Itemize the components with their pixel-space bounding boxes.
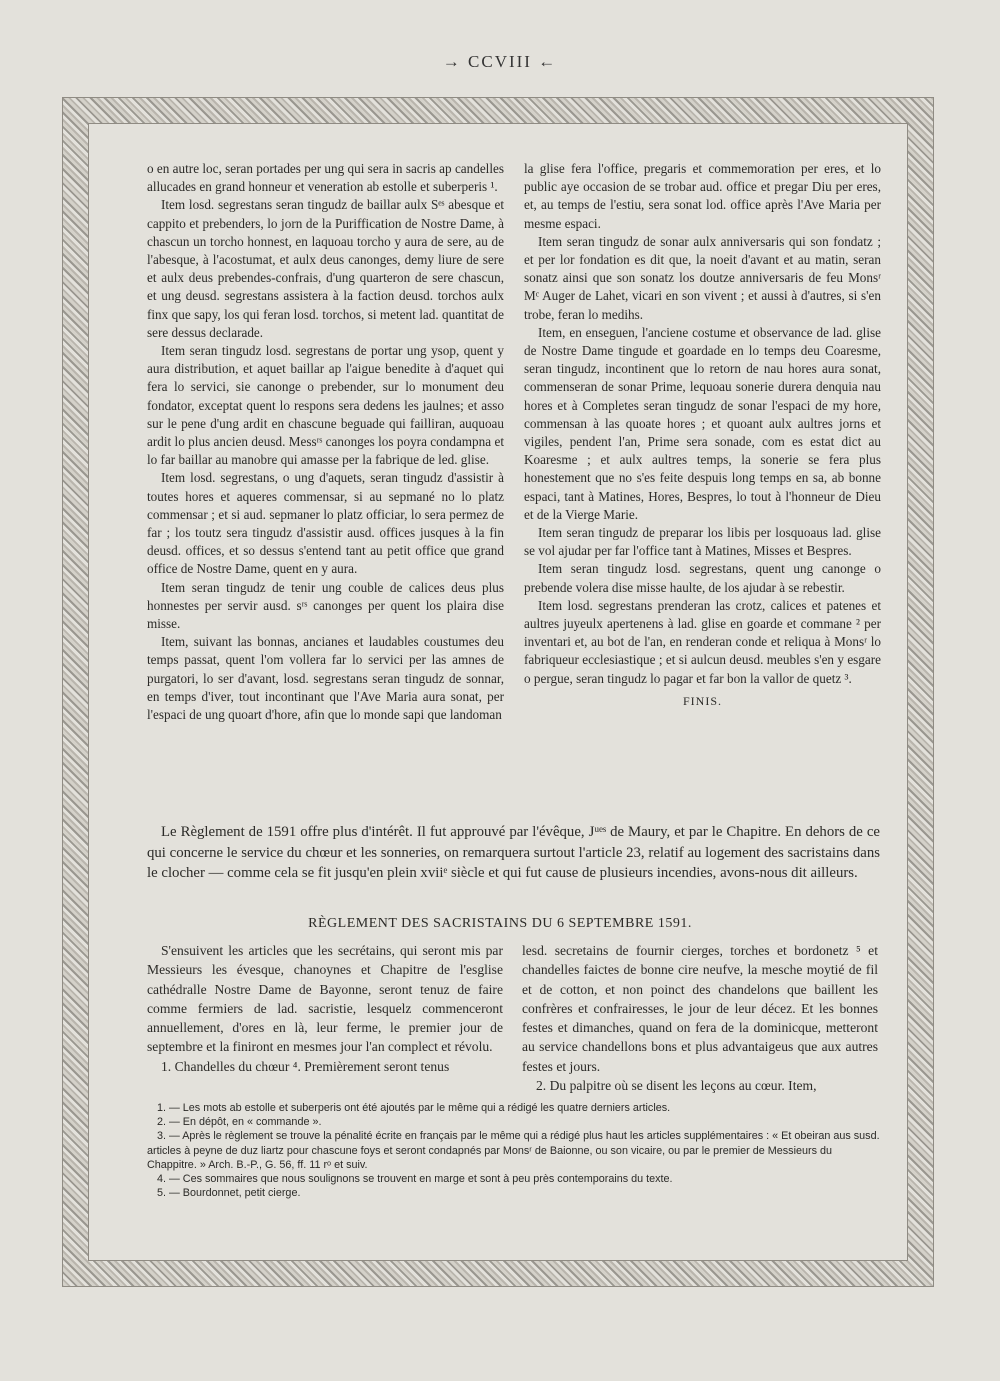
paragraph: Item seran tingudz de preparar los libis per losquoaus lad. glise se vol ajudar per far l'office tant à Matines, Misses et Bespres. [524, 525, 881, 559]
paragraph: Item seran tingudz de sonar aulx anniversaris qui son fondatz ; et per lor fondation es dit que, la noeit d'avant et au matin, seran sonatz ainsi que son sonatz los doutze anniversaris de feu Monsʳ Mᶜ Auger de Lahet, vicari en son vivent ; et aussi à d'autres, si s'en trobe, feran lo medihs. [524, 233, 881, 322]
paragraph: Item losd. segrestans prenderan las crotz, calices et patenes et aultres juyeulx apertenens à lad. glise en goarde et commane ² per inventari et, au bot de l'an, en renderan conde et reliqua à Monsʳ lo fabriqueur ecclesiastique ; et si aulcun deusd. meubles s'en y esgare o pergue, seran tingudz lo pagar et far bon la vallor de quetz ³. [524, 597, 881, 686]
page-number-header: → CCVIII ← [442, 52, 558, 71]
paragraph: Item, en enseguen, l'anciene costume et observance de lad. glise de Nostre Dame tingude et goardade en lo temps deu Coaresme, seran tingudz, incontinent que lo retorn de nau hores aura sonat, commenseran de sonar Prime, lequoau sonerie durera denquia nau hores et à Completes seran tingudz de sonar l'espaci de my hore, commensan à las quoate hores ; et quoant aulx aultres jorns et vigiles, pendent l'an, Prime sera sonade, com es estat dict au Koaresme ; et aulx aultres temps, la sonerie se fera plus honestement que no s'es feite despuis long temps en sa, ab bonne espaci, tant à Matines, Hores, Bespres, lo tout à l'honneur de Dieu et de la Vierge Marie. [524, 324, 881, 522]
paragraph: la glise fera l'office, pregaris et commemoration per eres, et lo public aye occasion de se trobar aud. office et pregar Diu per eres, et, au temps de l'estiu, sera sonat lod. office après l'Ave Maria per mesme espaci. [524, 161, 881, 231]
text-column-right [524, 160, 881, 710]
paragraph: Item seran tingudz losd. segrestans, quent ung canonge o prebende volera dise misse haulte, de los ajudar à se rebestir. [524, 561, 881, 595]
text-column-left [147, 160, 504, 724]
paragraph: Le Règlement de 1591 offre plus d'intérêt. Il fut approuvé par l'évêque, Jᵘᵉˢ de Maury, et par le Chapitre. En dehors de ce qui concerne le service du chœur et les sonneries, on remarquera surtout l'article 23, relatif au logement des sacristains dans le clocher — comme cela se fit jusqu'en plein xviiᵉ siècle et qui fut cause de plusieurs incendies, avons-nous dit ailleurs. [147, 824, 880, 881]
footnote: 3. — Après le règlement se trouve la pénalité écrite en français par le même qui a rédigé plus haut les articles supplémentaires : « Et obeiran aus susd. articles à peyne de duz liartz pour chascune foys et seront condapnés par Monsʳ de Baionne, ou son vicaire, ou par le premier de Messieurs du Chappitre. » Arch. B.-P., G. 56, ff. 11 rᵒ et suiv. [147, 1130, 880, 1171]
paragraph: S'ensuivent les articles que les secrétains, qui seront mis par Messieurs les évesque, chanoynes et Chapitre de l'esglise cathédralle Nostre Dame de Bayonne, seront tenuz de faire comme fermiers de lad. sacristie, lesquelz commenceront annuellement, d'ores en là, leur ferme, le premier jour de septembre et la finiront en mesmes jour l'an complect et révolu. [147, 943, 503, 1055]
section-title: RÈGLEMENT DES SACRISTAINS DU 6 SEPTEMBRE 1591. [308, 916, 692, 931]
paragraph: lesd. secretains de fournir cierges, torches et bordonetz ⁵ et chandelles faictes de bonne cire neufve, la mesche moytié de fil et de cotton, et non poinct des chandelons que baillent les confrères et confrairesses, le jour de leur décez. Et les bonnes festes et dimanches, quand on fera de la dominicque, metteront au service chandellons bons et plus advantaigeus que aux autres festes et jours. [522, 943, 878, 1074]
paragraph: Item losd. segrestans seran tingudz de baillar aulx Sᵉˢ abesque et cappito et prebenders, lo jorn de la Puriffication de Nostre Dame, à chascun un torcho honnest, en laquoau torcho y aura de sere, au de l'abesque, à l'acostumat, et aulx deus canonges, demy liure de sere et aulx deus prebendes-confrais, d'ung quarteron de sere chascun, et ung deusd. segrestans assistera à la faction deusd. torchos aulx finx que sapy, los qui feran losd. torchos, si metent lad. quantitat de sere dessus declarade. [147, 197, 504, 340]
paragraph: Item seran tingudz de tenir ung couble de calices deus plus honnestes per servir ausd. sʳˢ canonges per quent los plaira dise misse. [147, 579, 504, 632]
paragraph: Item, suivant las bonnas, ancianes et laudables coustumes deu temps passat, quent l'om vollera far lo servici per las amnes de purgatori, lo ser d'avant, losd. segrestans seran tingudz de sonnar, en temps d'iver, tout incontinant que l'Ave Maria aura sonat, per l'espaci de ung quoart d'hore, afin que lo monde sapi que landoman [147, 634, 504, 723]
footnote: 1. — Les mots ab estolle et suberperis ont été ajoutés par le même qui a rédigé les quatre derniers articles. [157, 1102, 671, 1114]
reglement-column-right [522, 941, 878, 1095]
footnotes [147, 1101, 880, 1200]
paragraph: Item seran tingudz losd. segrestans de portar ung ysop, quent y aura distribution, et aquet baillar ap l'aigue benedite à d'aquet qui fera lo servici, sie canonge o prebender, sur lo monument deu fondator, exceptat quent lo respons sera dedens les jaulnes; et asso sur le pene d'ung ardit en chascune beguade qui failliran, auquoau ardit lo plus ancien deusd. Messʳˢ canonges los poyra condampna et lo far baillar au manobre qui amasse per la fabrique de led. glise. [147, 343, 504, 468]
footnote: 4. — Ces sommaires que nous soulignons se trouvent en marge et sont à peu près contemporains du texte. [157, 1173, 673, 1186]
footnote: 5. — Bourdonnet, petit cierge. [157, 1187, 301, 1200]
paragraph: o en autre loc, seran portades per ung qui sera in sacris ap candelles allucades en grand honneur et veneration ab estolle et suberperis ¹. [147, 161, 504, 195]
paragraph: 2. Du palpitre où se disent les leçons au cœur. Item, [536, 1078, 817, 1094]
paragraph: 1. Chandelles du chœur ⁴. Premièrement seront tenus [161, 1058, 450, 1074]
commentary-paragraph [147, 822, 880, 884]
paragraph: Item losd. segrestans, o ung d'aquets, seran tingudz d'assistir à toutes hores et aqueres commensar, si au sepmané no lo platz commensar ; et si aud. sepmaner lo platz officiar, lo sera permez de far ; los toutz sera tingudz d'assistir ausd. offices jusques à la fin deusd. offices, et so dessus s'entend tant au petit office que grand office de Nostre Dame, quent en y aura. [147, 470, 504, 577]
finis-label: FINIS. [682, 693, 722, 708]
reglement-column-left [147, 941, 503, 1076]
footnote: 2. — En dépôt, en « commande ». [157, 1116, 322, 1129]
